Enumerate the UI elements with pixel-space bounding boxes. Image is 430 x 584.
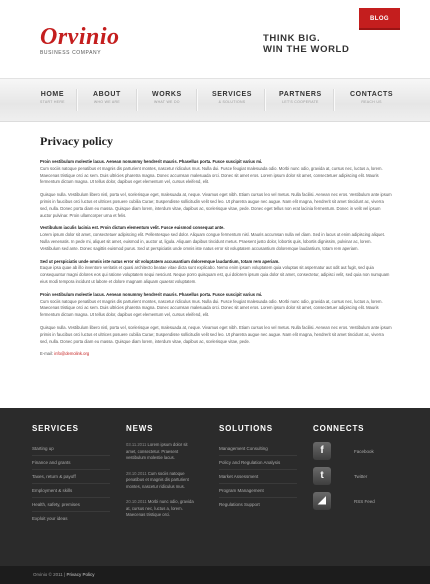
- nav-label: WORKS: [152, 91, 182, 98]
- nav-sublabel: WHO WE ARE: [93, 100, 121, 104]
- rss-icon[interactable]: ◢: [313, 492, 331, 510]
- paragraph-body: Quisque nulla. Vestibulum libero nisl, porta vel, scelerisque eget, malesuada at, neque. Vivamus eget nibh. Etiam cursus leo vel metus. Nulla facilisi. Aenean nec eros. Vestibulum ante ipsum primis in faucibus orci luctus et ultrices posuere cubilia Curae; Suspendisse sollicitudin velit sed leo. Ut pharetra augue nec augue. Nam elit magna, hendrerit sit amet tincidunt ac, viverra sed, nulla. Donec porta diam eu massa. Quisque diam lorem, interdum vitae, dapibus ac, scelerisque vitae, pede. Donec eget tellus non erat lacinia fermentum. Donec in velit vel ipsum auctor pulvinar. Proin ullamcorper urna et felis.: [40, 192, 392, 218]
- slogan-line-1: THINK BIG.: [263, 33, 321, 44]
- footer-link[interactable]: Program Management: [219, 484, 297, 498]
- news-item[interactable]: [126, 471, 196, 491]
- policy-paragraph: [40, 325, 392, 345]
- paragraph-lead: Proin vestibulum molestie lacus. Aenean nonummy hendrerit mauris. Phasellus porta. Fusce suscipit varius mi.: [40, 159, 263, 164]
- nav-sublabel: & SOLUTIONS: [218, 100, 246, 104]
- logo-subtitle: BUSINESS COMPANY: [40, 50, 102, 56]
- nav-item-services[interactable]: [212, 91, 252, 104]
- news-date: 28.10.2011: [126, 470, 147, 476]
- footer-connects: [313, 424, 375, 517]
- footer-news: [126, 424, 196, 528]
- email-label: E-mail:: [40, 351, 54, 357]
- paragraph-lead: Vestibulum iaculis lacinia est. Proin dictum elementum velit. Fusce euismod consequat ante.: [40, 225, 225, 231]
- nav-divider: [333, 89, 334, 111]
- logo[interactable]: [40, 24, 120, 56]
- footer-link[interactable]: Management Consulting: [219, 442, 297, 456]
- social-label[interactable]: Twitter: [354, 473, 368, 479]
- main-content: [40, 134, 392, 356]
- paragraph-body: Eaque ipsa quae ab illo inventore veritatis et quasi architecto beatae vitae dicta sunt explicabo. Nemo enim ipsam voluptatem quia voluptas sit aspernatur aut odit aut fugit, sed quia consequuntur magni dolores eos qui ratione voluptatem sequi nesciunt. Neque porro quisquam est, qui dolorem ipsum quia dolor sit amet, consectetur, adipisci velit, sed quia non numquam eius modi tempora incidunt ut labore et dolore magnam aliquam quaerat voluptatem.: [40, 265, 390, 284]
- site-header: [0, 0, 430, 78]
- paragraph-body: Quisque nulla. Vestibulum libero nisl, porta vel, scelerisque eget, malesuada at, neque. Vivamus eget nibh. Etiam cursus leo vel metus. Nulla facilisi. Aenean nec eros. Vestibulum ante ipsum primis in faucibus orci luctus et ultrices posuere cubilia Curae; Suspendisse sollicitudin velit sed leo. Ut pharetra augue nec augue. Nam elit magna, hendrerit sit amet tincidunt ac, viverra sed, nulla. Donec porta diam eu massa. Quisque diam lorem, interdum vitae, dapibus ac, scelerisque vitae, pede.: [40, 324, 392, 344]
- copyright-text: Orvinio © 2011: [33, 572, 63, 577]
- footer-link[interactable]: Starting up: [32, 442, 110, 456]
- paragraph-body: Cum sociis natoque penatibus et magnis dis parturient montes, nascetur ridiculus mus. Nulla dui. Fusce feugiat malesuada odio. Morbi nunc odio, gravida at, cursus nec, luctus a, lorem. Maecenas tristique orci ac sem. Duis ultricies pharetra magna. Donec accumsan malesuada orci. Donec sit amet eros. Lorem ipsum dolor sit amet, consectetuer adipiscing elit. Mauris fermentum dictum magna. Ut tellus dolor, dapibus eget elementum vel, cursus eleifend, elit.: [40, 165, 383, 185]
- nav-sublabel: WHAT WE DO: [154, 100, 180, 104]
- news-date: 20.10.2011: [126, 499, 147, 504]
- paragraph-lead: Sed ut perspiciatis unde omnis iste natus error sit voluptatem accusantium doloremque laudantium, totam rem aperiam.: [40, 258, 280, 264]
- social-facebook[interactable]: [313, 442, 375, 460]
- footer-link[interactable]: Exploit your ideas: [32, 516, 68, 521]
- nav-label: HOME: [40, 91, 65, 98]
- footer-heading: SERVICES: [32, 424, 79, 433]
- footer-link[interactable]: Employment & skills: [32, 484, 110, 498]
- footer-link[interactable]: Taxes, return & payoff: [32, 470, 110, 484]
- footer-link[interactable]: Health, safety, premises: [32, 498, 110, 512]
- twitter-icon[interactable]: t: [313, 467, 331, 485]
- nav-label: ABOUT: [93, 91, 121, 98]
- nav-item-works[interactable]: [152, 91, 182, 104]
- main-nav: [0, 78, 430, 122]
- page-title: Privacy policy: [40, 134, 113, 148]
- footer-heading: SOLUTIONS: [219, 424, 273, 433]
- nav-item-contacts[interactable]: [350, 91, 393, 104]
- logo-text[interactable]: Orvinio: [40, 24, 120, 50]
- email-link[interactable]: info@demolink.org: [54, 351, 90, 357]
- footer-link[interactable]: Regulations Support: [219, 502, 260, 507]
- nav-divider: [136, 89, 137, 111]
- footer-heading: NEWS: [126, 424, 154, 433]
- nav-sublabel: START HERE: [40, 100, 65, 104]
- policy-paragraph: [40, 192, 392, 219]
- nav-sublabel: LET'S COOPERATE: [282, 100, 319, 104]
- nav-sublabel: REACH US: [361, 100, 382, 104]
- footer-heading: CONNECTS: [313, 424, 365, 433]
- nav-divider: [264, 89, 265, 111]
- policy-paragraph: [40, 259, 392, 286]
- social-twitter[interactable]: [313, 467, 375, 485]
- facebook-icon[interactable]: f: [313, 442, 331, 460]
- news-item[interactable]: [126, 499, 196, 519]
- paragraph-lead: Proin vestibulum molestie lacus. Aenean nonummy hendrerit mauris. Phasellus porta. Fusce suscipit varius mi.: [40, 291, 263, 297]
- social-label[interactable]: RSS Feed: [354, 498, 375, 504]
- copyright: Orvinio © 2011 | Privacy Policy: [33, 572, 95, 577]
- footer-link[interactable]: Market Assessment: [219, 470, 297, 484]
- nav-label: PARTNERS: [279, 91, 322, 98]
- policy-paragraph: [40, 292, 392, 319]
- news-item[interactable]: [126, 442, 196, 462]
- bottom-bar: [0, 566, 430, 584]
- nav-item-about[interactable]: [93, 91, 121, 104]
- news-text: Cum sociis natoque penatibus et magnis dis parturient montes, nascetur ridiculus mus.: [126, 470, 189, 489]
- footer-link[interactable]: Policy and Regulation Analysis: [219, 456, 297, 470]
- blog-button[interactable]: BLOG: [359, 8, 400, 30]
- news-text: Morbi nunc odio, gravida at, cursus nec, luctus a, lorem. Maecenas tristique orci.: [126, 499, 194, 517]
- news-text: Lorem ipsum dolor sit amet, consectetur. Praesent vestibulum molestie lacus.: [126, 442, 188, 460]
- social-label[interactable]: Facebook: [354, 448, 374, 454]
- nav-divider: [76, 89, 77, 111]
- paragraph-body: Cum sociis natoque penatibus et magnis dis parturient montes, nascetur ridiculus mus. Nulla dui. Fusce feugiat malesuada odio. Morbi nunc odio, gravida at, cursus nec, luctus a, lorem. Maecenas tristique orci ac sem. Duis ultricies pharetra magna. Donec accumsan malesuada orci. Donec sit amet eros. Lorem ipsum dolor sit amet, consectetuer adipiscing elit. Mauris fermentum dictum magna. Ut tellus dolor, dapibus eget elementum vel, cursus eleifend, elit.: [40, 298, 383, 318]
- slogan-line-2: WIN THE WORLD: [263, 44, 350, 55]
- nav-label: CONTACTS: [350, 91, 394, 98]
- policy-paragraph: [40, 225, 392, 252]
- nav-divider: [196, 89, 197, 111]
- news-date: 03.11.2011: [126, 442, 147, 447]
- footer-link[interactable]: Finance and grants: [32, 456, 110, 470]
- slogan: [263, 33, 349, 55]
- social-rss[interactable]: [313, 492, 375, 510]
- privacy-policy-link[interactable]: Privacy Policy: [66, 572, 95, 577]
- paragraph-body: Lorem ipsum dolor sit amet, consectetuer adipiscing elit. Pellentesque sed dolor. Aliquam congue fermentum nisl. Mauris accumsan nulla vel diam. Sed in lacus ut enim adipiscing aliquet. Nulla venenatis. In pede mi, aliquet sit amet, euismod in, auctor ut, ligula. Aliquam dapibus tincidunt metus. Praesent justo dolor, lobortis quis, lobortis dignissim, pulvinar ac, lorem. Vestibulum sed ante. Donec sagittis euismod purus. Sed ut perspiciatis unde omnis iste natus error sit voluptatem accusantium doloremque laudantium, totam rem aperiam.: [40, 232, 385, 251]
- site-footer: [0, 408, 430, 566]
- nav-item-home[interactable]: [40, 91, 65, 104]
- policy-paragraph: [40, 159, 392, 186]
- nav-item-partners[interactable]: [279, 91, 322, 104]
- nav-label: SERVICES: [212, 91, 253, 98]
- footer-services: [32, 424, 110, 525]
- footer-solutions: [219, 424, 297, 511]
- email-line: [40, 351, 392, 356]
